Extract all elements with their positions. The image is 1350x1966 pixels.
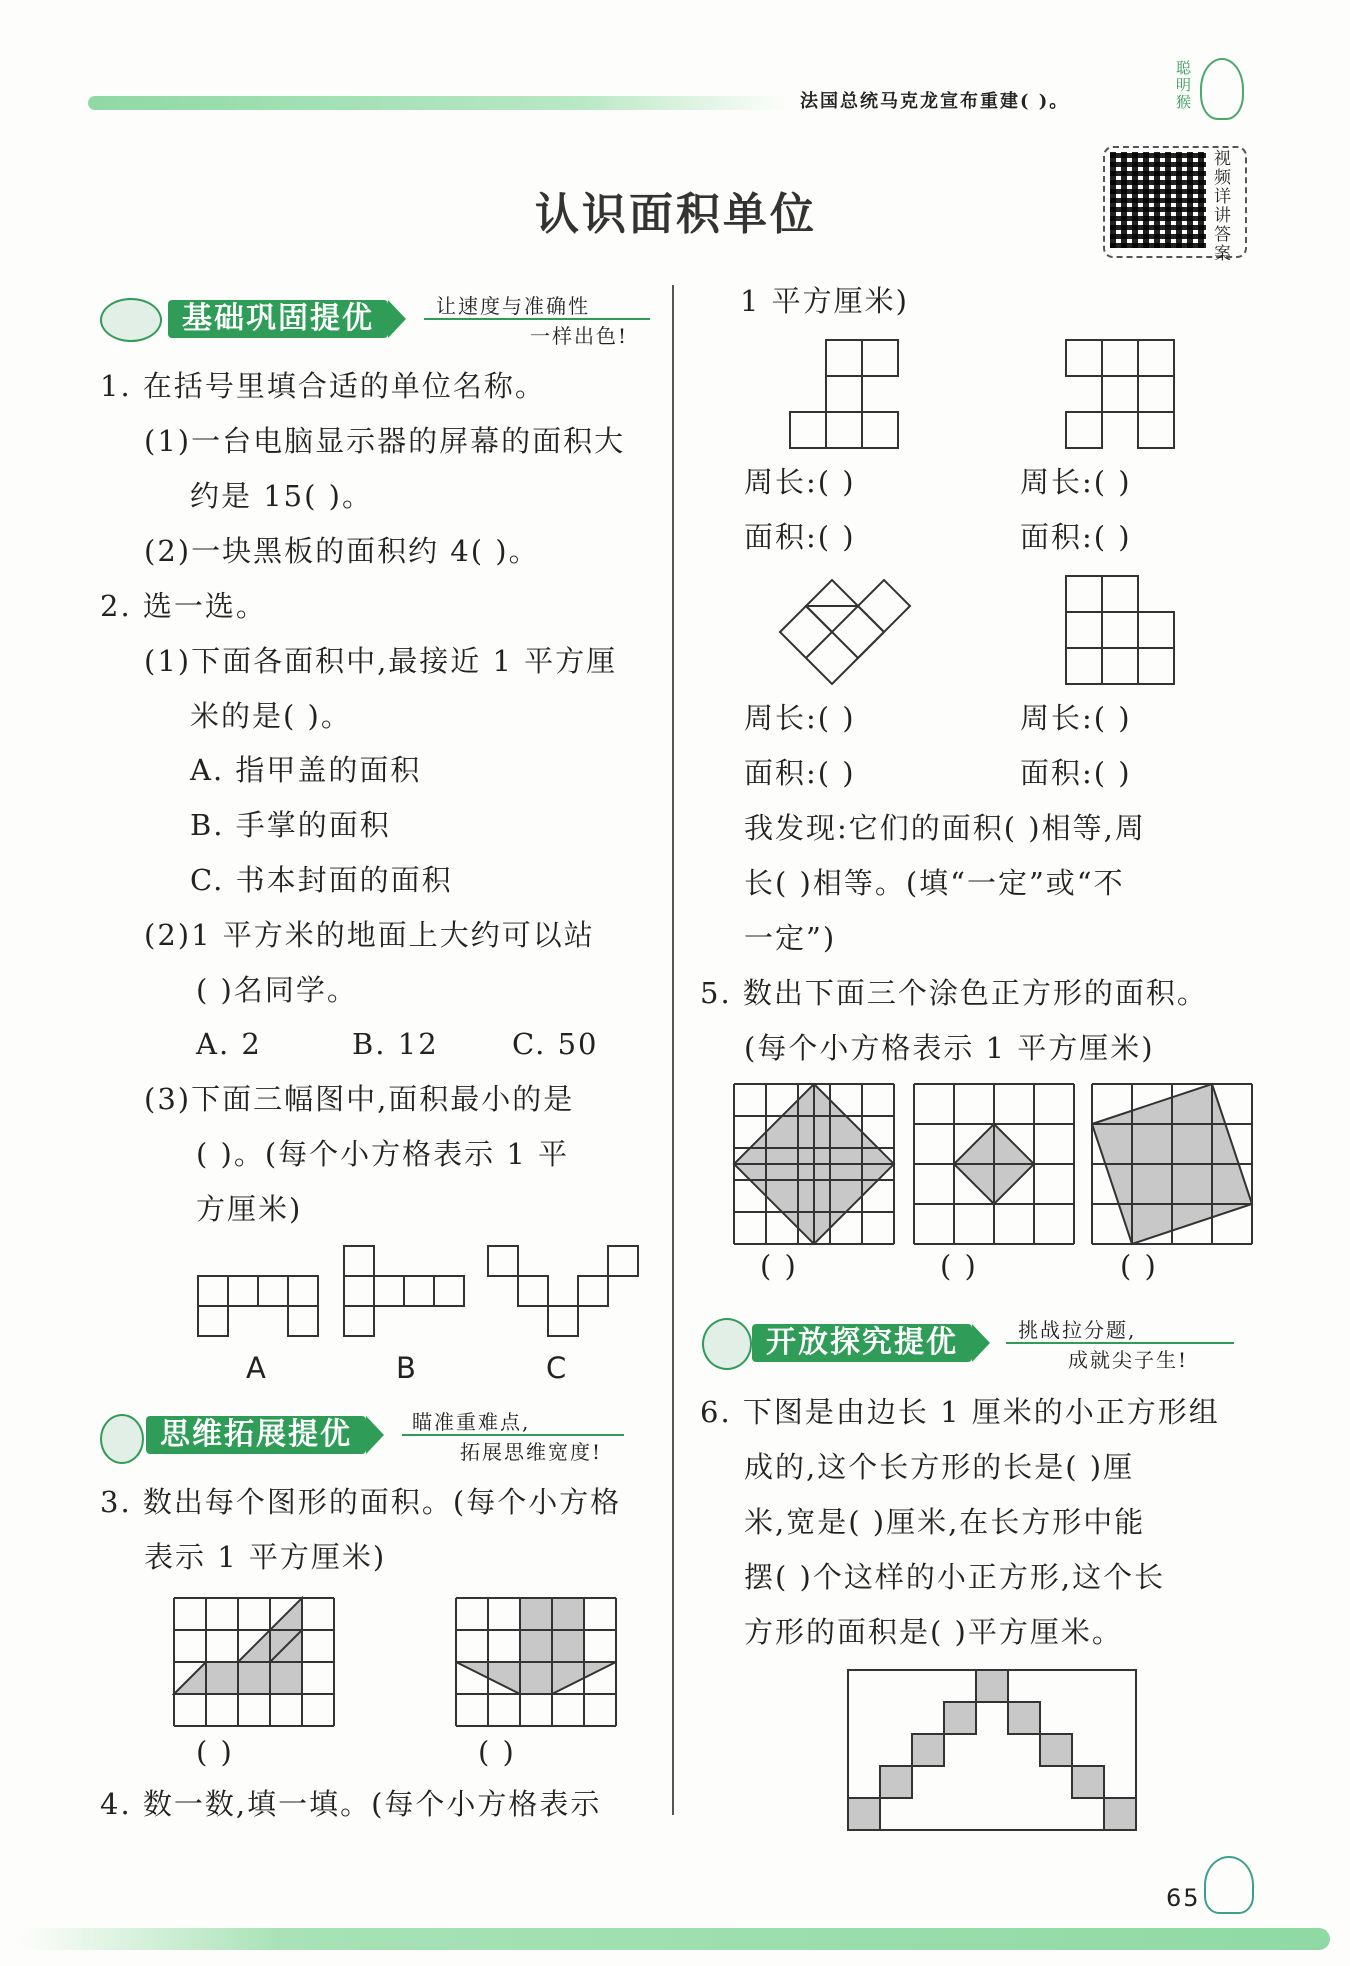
q1-part2: (2)一块黑板的面积约 4( )。 [144,534,540,568]
q4-finding-line1: 我发现:它们的面积( )相等,周 [744,811,1146,845]
figure-c-label: C [546,1351,569,1385]
q3-stem-line1: 3. 数出每个图形的面积。(每个小方格 [100,1485,622,1519]
q4-figure-3 [780,580,912,684]
q6-line4: 摆( )个这样的小正方形,这个长 [744,1560,1166,1594]
section-banner-open: 开放探究提优 [752,1324,972,1362]
section-slogan-open-2: 成就尖子生! [1068,1348,1189,1372]
q3-figure-2 [456,1598,616,1726]
section-slogan-basic-1: 让速度与准确性 [436,294,590,318]
q6-line2: 成的,这个长方形的长是( )厘 [744,1450,1135,1484]
section-slogan-basic-2: 一样出色! [530,324,629,348]
q4-fig1-perimeter[interactable]: 周长:( ) [744,465,856,499]
q2-part2-line1: (2)1 平方米的地面上大约可以站 [144,918,595,952]
section-banner-thinking: 思维拓展提优 [146,1416,366,1454]
q4-stem-line1: 4. 数一数,填一填。(每个小方格表示 [100,1787,602,1821]
q6-line1: 6. 下图是由边长 1 厘米的小正方形组 [700,1395,1220,1429]
q4-fig3-area[interactable]: 面积:( ) [744,756,856,790]
figure-a-label: A [246,1351,268,1385]
section-slogan-open-1: 挑战拉分题, [1018,1318,1137,1342]
q2-option-a: A. 指甲盖的面积 [190,753,422,787]
figure-b-label: B [396,1351,418,1385]
q2-part2-option-a: A. 2 [196,1027,262,1061]
column-divider [672,285,674,1815]
qr-label: 视频详讲答案 [1214,149,1233,264]
q2-part3-line3: 方厘米) [196,1192,303,1226]
monkey-logo-icon [1200,58,1244,120]
figure-a [198,1276,318,1336]
q4-figure-1 [790,340,910,450]
figure-b [344,1246,464,1336]
q5-answer-2[interactable]: ( ) [940,1249,978,1283]
q3-figure-1 [174,1598,334,1726]
header-bar [88,96,788,110]
page-number: 65 [1166,1884,1201,1912]
q2-part3-line1: (3)下面三幅图中,面积最小的是 [144,1082,575,1116]
slogan-line [1006,1342,1234,1344]
q1-stem: 1. 在括号里填合适的单位名称。 [100,369,546,403]
q5-answer-1[interactable]: ( ) [760,1249,798,1283]
q4-stem-line2: 1 平方厘米) [740,284,909,318]
q4-fig2-area[interactable]: 面积:( ) [1020,520,1132,554]
q2-part3-line2: ( )。(每个小方格表示 1 平 [196,1137,570,1171]
qr-code-icon[interactable] [1110,152,1206,248]
page-title: 认识面积单位 [535,189,817,240]
q2-part1-line2: 米的是( )。 [190,699,352,733]
q5-figure-3 [1092,1084,1252,1244]
q4-figure-4 [1066,576,1186,688]
header-hint: 法国总统马克龙宣布重建( )。 [800,91,1070,112]
q3-answer-1[interactable]: ( ) [196,1735,234,1769]
section-banner-basic: 基础巩固提优 [168,300,388,338]
q4-fig2-perimeter[interactable]: 周长:( ) [1020,465,1132,499]
q4-finding-line2: 长( )相等。(填“一定”或“不 [744,866,1125,900]
q5-stem-line1: 5. 数出下面三个涂色正方形的面积。 [700,976,1208,1010]
q2-part1-line1: (1)下面各面积中,最接近 1 平方厘 [144,644,618,678]
q2-stem: 2. 选一选。 [100,589,267,623]
q2-option-b: B. 手掌的面积 [190,808,391,842]
q2-part2-line2: ( )名同学。 [196,973,358,1007]
q1-part1-line2: 约是 15( )。 [190,479,373,513]
mascot-icon [100,1414,144,1464]
slogan-line [424,318,650,320]
q4-fig4-perimeter[interactable]: 周长:( ) [1020,701,1132,735]
section-slogan-thinking-2: 拓展思维宽度! [460,1440,603,1464]
q4-figure-2 [1066,340,1186,450]
q6-line5: 方形的面积是( )平方厘米。 [744,1615,1123,1649]
q2-figures [196,1244,646,1344]
q6-line3: 米,宽是( )厘米,在长方形中能 [744,1505,1146,1539]
q3-stem-line2: 表示 1 平方厘米) [144,1540,387,1574]
q5-figure-1 [734,1084,894,1244]
q2-part2-option-c: C. 50 [512,1027,599,1061]
figure-c [488,1246,638,1336]
footer-bar [20,1928,1330,1950]
q4-fig3-perimeter[interactable]: 周长:( ) [744,701,856,735]
logo-text: 聪明猴 [1176,59,1194,111]
q4-fig4-area[interactable]: 面积:( ) [1020,756,1132,790]
q4-fig1-area[interactable]: 面积:( ) [744,520,856,554]
q2-part2-option-b: B. 12 [352,1027,439,1061]
q6-rectangle-figure [848,1670,1138,1838]
q3-fig2-shape-bottom [456,1662,616,1694]
q5-answer-3[interactable]: ( ) [1120,1249,1158,1283]
q2-option-c: C. 书本封面的面积 [190,863,453,897]
q6-staircase-squares [848,1670,1136,1830]
mascot-icon [100,298,162,342]
q5-stem-line2: (每个小方格表示 1 平方厘米) [744,1031,1155,1065]
slogan-line [402,1434,624,1436]
dolphin-icon [1204,1856,1254,1914]
q5-figure-2 [914,1084,1074,1244]
mascot-icon [702,1318,752,1370]
q4-finding-line3: 一定”) [744,921,837,955]
q1-part1-line1: (1)一台电脑显示器的屏幕的面积大 [144,424,626,458]
q3-answer-2[interactable]: ( ) [478,1735,516,1769]
section-slogan-thinking-1: 瞄准重难点, [412,1410,531,1434]
